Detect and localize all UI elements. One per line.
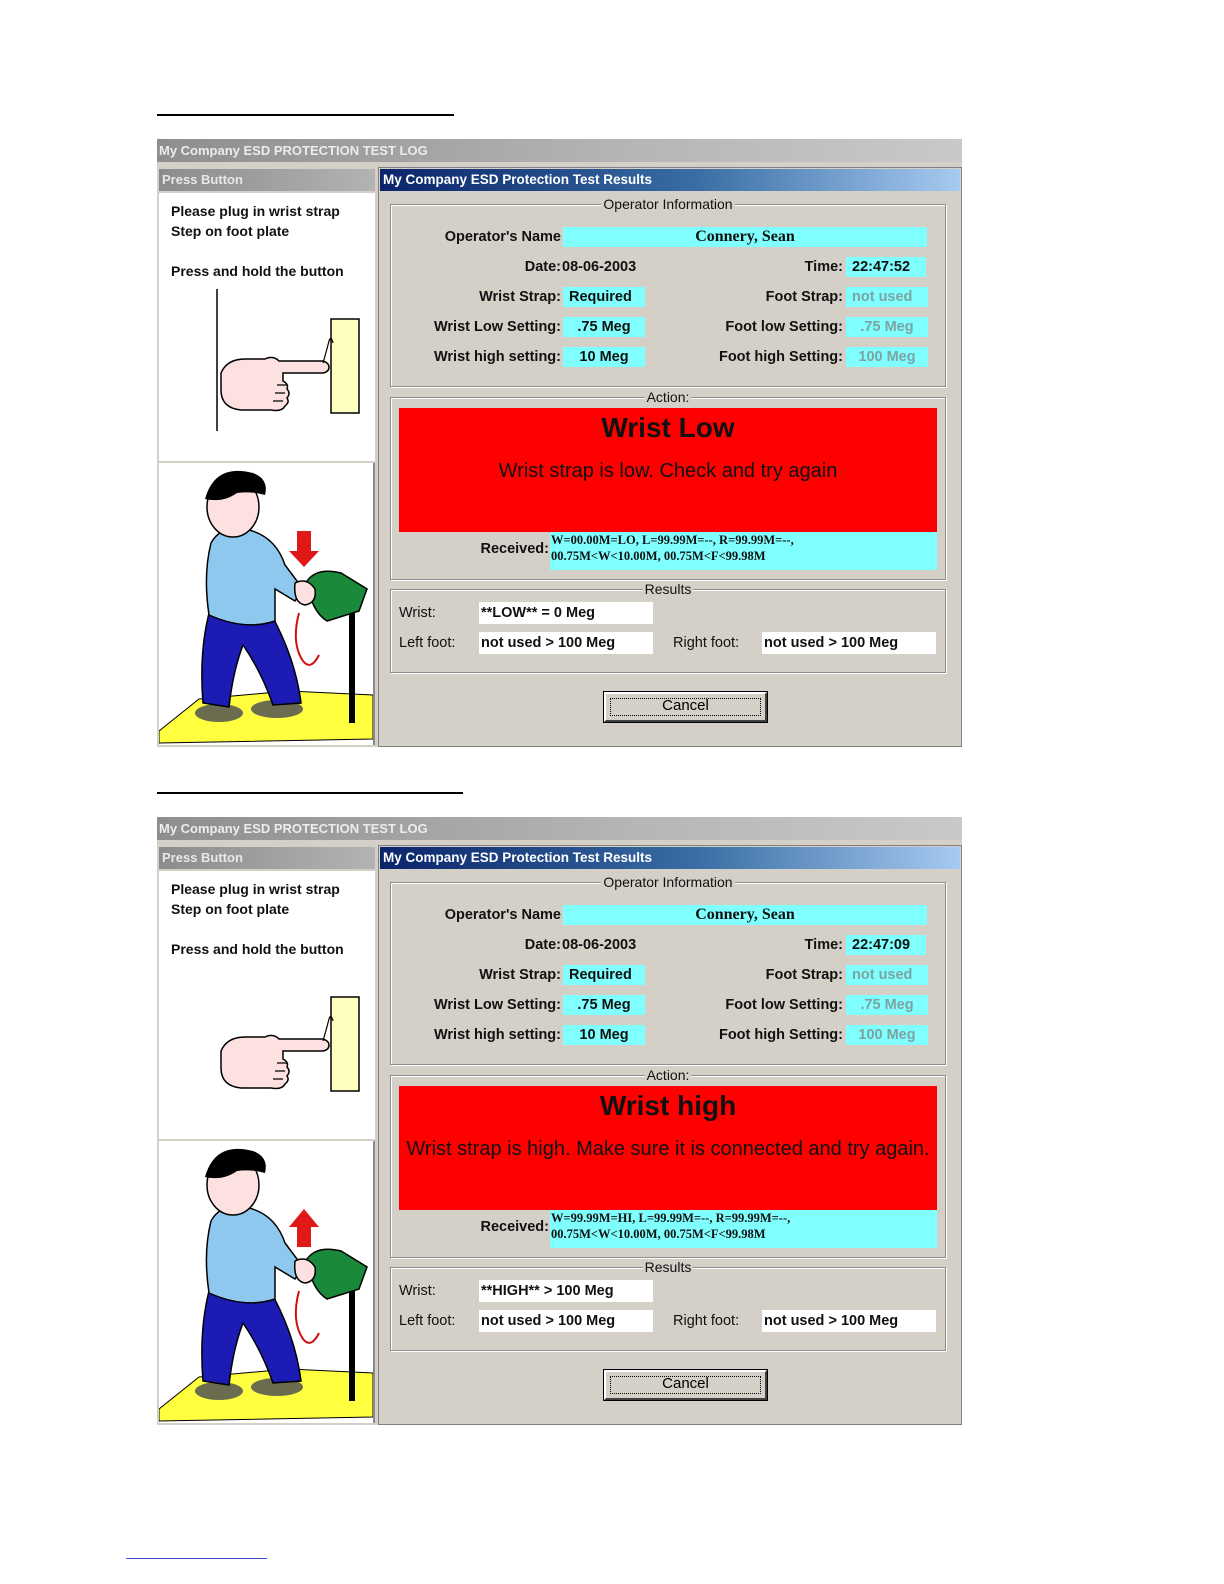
window-title-bar	[157, 139, 962, 162]
window-title: My Company ESD PROTECTION TEST LOG	[159, 143, 428, 158]
esd-test-log-window-2	[157, 817, 962, 1425]
wrist-result-field: **LOW** = 0 Meg	[479, 602, 653, 624]
middle-rule	[157, 792, 463, 794]
left-foot-result-field: not used > 100 Meg	[479, 1310, 653, 1332]
wrist-high-setting-label: Wrist high setting:	[433, 1027, 561, 1043]
press-button-title-text: Press Button	[162, 172, 243, 187]
operator-information-label-text: Operator Information	[603, 196, 733, 212]
foot-strap-field: not used	[846, 287, 928, 307]
wrist-high-setting-field: 10 Meg	[563, 1025, 645, 1045]
received-label: Received:	[480, 1219, 549, 1235]
received-line-1: W=99.99M=HI, L=99.99M=--, R=99.99M=--,	[551, 1211, 791, 1225]
results-label-text: Results	[644, 1259, 692, 1275]
foot-strap-label: Foot Strap:	[765, 967, 843, 983]
test-results-dialog	[378, 845, 962, 1425]
operator-name-label: Operator's Name	[444, 907, 561, 923]
date-value: 08-06-2003	[562, 937, 637, 953]
window-title-bar	[157, 817, 962, 840]
left-foot-label: Left foot:	[399, 1313, 456, 1329]
operator-information-label	[391, 195, 945, 213]
action-message: Wrist strap is high. Make sure it is connected and try again.	[406, 1138, 930, 1160]
instructions-panel	[159, 193, 375, 461]
foot-high-setting-field: 100 Meg	[846, 1025, 928, 1045]
wrist-low-setting-label: Wrist Low Setting:	[433, 319, 561, 335]
time-field: 22:47:09	[846, 935, 926, 955]
action-group	[390, 1067, 946, 1258]
press-button-pane	[157, 845, 377, 1425]
right-foot-result-field: not used > 100 Meg	[762, 1310, 936, 1332]
time-label: Time:	[804, 937, 843, 953]
operator-name-field: Connery, Sean	[563, 227, 927, 247]
date-label: Date:	[524, 937, 561, 953]
wrist-low-setting-field: .75 Meg	[563, 317, 645, 337]
results-group	[390, 581, 946, 673]
test-results-dialog	[378, 167, 962, 747]
foot-low-setting-field: .75 Meg	[846, 995, 928, 1015]
results-label	[391, 1258, 945, 1276]
instruction-step-on-foot-plate: Step on foot plate	[171, 901, 290, 917]
received-line-1: W=00.00M=LO, L=99.99M=--, R=99.99M=--,	[551, 533, 794, 547]
wrist-high-setting-label: Wrist high setting:	[433, 349, 561, 365]
foot-high-setting-label: Foot high Setting:	[718, 1027, 843, 1043]
wrist-strap-field: Required	[563, 965, 645, 985]
press-button-title	[159, 847, 375, 869]
operator-cartoon	[159, 463, 375, 745]
action-label	[391, 1066, 945, 1084]
instruction-plug-wrist-strap: Please plug in wrist strap	[171, 881, 340, 897]
action-alert-panel	[399, 408, 937, 532]
wrist-strap-label: Wrist Strap:	[479, 289, 561, 305]
operator-information-label	[391, 873, 945, 891]
action-label	[391, 388, 945, 406]
operator-information-group	[390, 196, 946, 387]
foot-low-setting-field: .75 Meg	[846, 317, 928, 337]
wrist-strap-label: Wrist Strap:	[479, 967, 561, 983]
operator-name-field: Connery, Sean	[563, 905, 927, 925]
instruction-plug-wrist-strap: Please plug in wrist strap	[171, 203, 340, 219]
top-rule	[157, 114, 454, 116]
results-label-text: Results	[644, 581, 692, 597]
wrist-result-label: Wrist:	[399, 1283, 436, 1299]
instruction-step-on-foot-plate: Step on foot plate	[171, 223, 290, 239]
instruction-press-and-hold: Press and hold the button	[171, 263, 344, 279]
cancel-focus-rect	[610, 698, 761, 716]
operator-information-group	[390, 874, 946, 1065]
wrist-result-label: Wrist:	[399, 605, 436, 621]
action-label-text: Action:	[646, 389, 690, 405]
wrist-result-field: **HIGH** > 100 Meg	[479, 1280, 653, 1302]
press-button-pane	[157, 167, 377, 747]
foot-high-setting-field: 100 Meg	[846, 347, 928, 367]
received-line-2: 00.75M<W<10.00M, 00.75M<F<99.98M	[551, 549, 766, 563]
wrist-low-setting-label: Wrist Low Setting:	[433, 997, 561, 1013]
cancel-button[interactable]	[604, 692, 767, 722]
esd-test-log-window-1	[157, 139, 962, 747]
foot-low-setting-label: Foot low Setting:	[725, 997, 843, 1013]
bottom-rule	[126, 1558, 267, 1559]
dialog-title: My Company ESD Protection Test Results	[383, 850, 653, 865]
received-label: Received:	[480, 541, 549, 557]
cancel-button-label: Cancel	[662, 1375, 709, 1392]
right-foot-label: Right foot:	[673, 635, 740, 651]
cancel-button-label: Cancel	[662, 697, 709, 714]
left-foot-label: Left foot:	[399, 635, 456, 651]
wrist-high-setting-field: 10 Meg	[563, 347, 645, 367]
received-field	[550, 1210, 937, 1248]
action-label-text: Action:	[646, 1067, 690, 1083]
instruction-press-and-hold: Press and hold the button	[171, 941, 344, 957]
action-alert-panel	[399, 1086, 937, 1210]
finger-press-button-icon	[159, 289, 375, 449]
dialog-title-bar	[380, 169, 960, 191]
action-group	[390, 389, 946, 580]
received-field	[550, 532, 937, 570]
left-foot-result-field: not used > 100 Meg	[479, 632, 653, 654]
press-button-title-text: Press Button	[162, 850, 243, 865]
foot-strap-label: Foot Strap:	[765, 289, 843, 305]
date-value: 08-06-2003	[562, 259, 637, 275]
foot-strap-field: not used	[846, 965, 928, 985]
right-foot-label: Right foot:	[673, 1313, 740, 1329]
time-label: Time:	[804, 259, 843, 275]
finger-press-button-icon	[159, 967, 375, 1127]
action-title: Wrist Low	[601, 412, 735, 443]
dialog-title: My Company ESD Protection Test Results	[383, 172, 653, 187]
window-title: My Company ESD PROTECTION TEST LOG	[159, 821, 428, 836]
operator-information-label-text: Operator Information	[603, 874, 733, 890]
cancel-button[interactable]	[604, 1370, 767, 1400]
action-title: Wrist high	[599, 1090, 737, 1121]
person-on-foot-plate-icon	[159, 1141, 373, 1423]
dialog-title-bar	[380, 847, 960, 869]
instructions-panel	[159, 871, 375, 1139]
results-group	[390, 1259, 946, 1351]
person-on-foot-plate-icon	[159, 463, 373, 745]
wrist-low-setting-field: .75 Meg	[563, 995, 645, 1015]
foot-high-setting-label: Foot high Setting:	[718, 349, 843, 365]
right-foot-result-field: not used > 100 Meg	[762, 632, 936, 654]
action-message: Wrist strap is low. Check and try again	[498, 460, 838, 482]
time-field: 22:47:52	[846, 257, 926, 277]
foot-low-setting-label: Foot low Setting:	[725, 319, 843, 335]
operator-name-label: Operator's Name	[444, 229, 561, 245]
date-label: Date:	[524, 259, 561, 275]
operator-cartoon	[159, 1141, 375, 1423]
press-button-title	[159, 169, 375, 191]
results-label	[391, 580, 945, 598]
received-line-2: 00.75M<W<10.00M, 00.75M<F<99.98M	[551, 1227, 766, 1241]
cancel-focus-rect	[610, 1376, 761, 1394]
wrist-strap-field: Required	[563, 287, 645, 307]
